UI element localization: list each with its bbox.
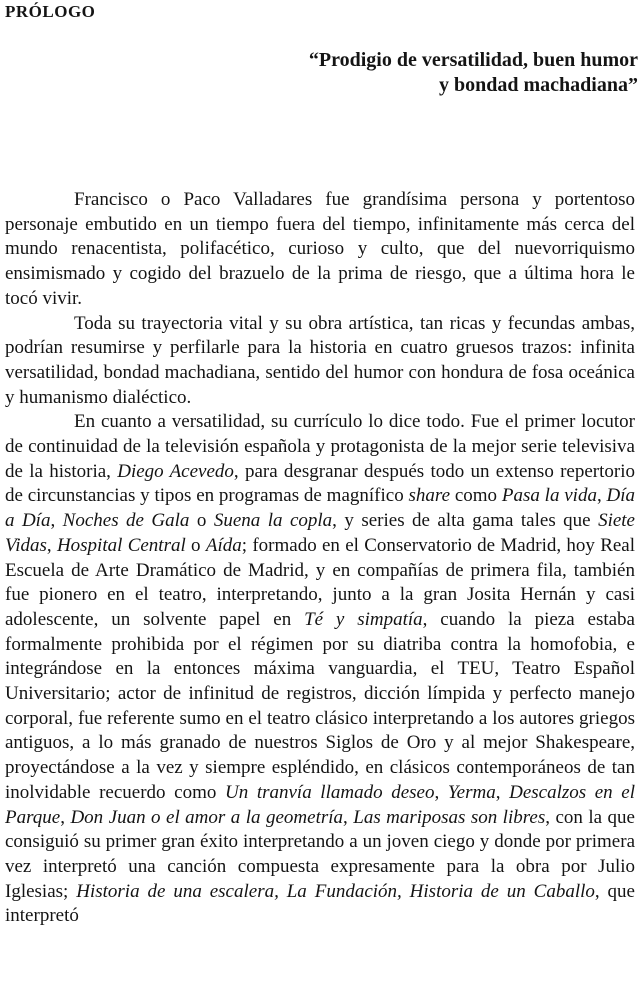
epigraph-line: y bondad machadiana” — [439, 73, 638, 96]
text-run: o — [185, 534, 206, 556]
text-run: , — [46, 534, 57, 556]
body-text — [5, 188, 635, 929]
chapter-heading: PRÓLOGO — [5, 2, 96, 21]
paragraph — [5, 312, 635, 411]
title-italic: Pasa la vida — [501, 485, 597, 507]
title-italic: Noches de Gala — [62, 510, 190, 532]
text-run: ; formado en el Conservatorio de Madrid, hoy Real Escuela de Arte Dramático de Madrid, y en compañías de primera fila, también fue pionero en el teatro, interpretando, junto a la gran Josita Hernán y casi adolescente, un solvente papel en — [5, 534, 636, 630]
title-italic: Yerma — [447, 781, 496, 803]
title-italic: Descalzos en el Parque — [5, 781, 636, 828]
title-italic: Hospital Central — [56, 534, 186, 556]
text-run: , — [495, 781, 510, 803]
title-italic: Diego Acevedo — [117, 460, 234, 482]
title-italic: Día a Día — [5, 485, 636, 532]
text-run: , — [434, 781, 448, 803]
title-italic: Las mariposas son libres — [353, 806, 546, 828]
title-italic: Don Juan o el amor a la geometría — [70, 806, 344, 828]
title-italic: Un tranvía llamado deseo — [224, 781, 435, 803]
text-run: Toda su trayectoria vital y su obra artística, tan ricas y fecundas ambas, podrían resumirse y perfilarle para la historia en cuatro gruesos trazos: infinita versatilidad, bondad machadiana, sentido del humor con hondura de fosa oceánica y humanismo dialéctico. — [5, 312, 635, 408]
text-run: , — [50, 510, 63, 532]
epigraph-line: “Prodigio de versatilidad, buen humor — [308, 49, 638, 71]
text-run: , — [596, 485, 607, 507]
text-run: Francisco o Paco Valladares fue grandísima persona y portentoso personaje embutido en un tiempo fuera del tiempo, infinitamente más cerca del mundo renacentista, polifacético, curioso y culto, que del nuevorriquismo ensimismado y cogido del brazuelo de la prima de riesgo, que a última hora le tocó vivir. — [5, 189, 635, 309]
text-run: como — [450, 485, 502, 507]
text-run: , que interpretó — [5, 880, 635, 927]
text-run: , — [60, 806, 71, 828]
text-run: o — [189, 510, 214, 532]
paragraph — [5, 188, 635, 312]
paragraph — [5, 410, 635, 929]
text-run: , — [343, 806, 354, 828]
text-run: , para desgranar después todo un extenso repertorio de circunstancias y tipos en programas de magnífico — [5, 460, 635, 507]
title-italic: Historia de una escalera, La Fundación, Historia de un Caballo — [76, 880, 595, 902]
text-run: En cuanto a versatilidad, su currículo lo dice todo. Fue el primer locutor de continuidad de la televisión española y protagonista de la mejor serie televisiva de la historia, — [5, 411, 635, 482]
epigraph — [309, 48, 638, 97]
text-run: , y series de alta gama tales que — [332, 510, 599, 532]
title-italic: Siete Vidas — [5, 510, 635, 556]
text-run: , cuando la pieza estaba formalmente prohibida por el régimen por su diatriba contra la homofobia, e integrándose en la entonces máxima vanguardia, el TEU, Teatro Español Universitario; actor de infinitud de registros, dicción límpida y perfecto manejo corporal, fue referente sumo en el teatro clásico interpretando a los autores griegos antiguos, a lo más granado de nuestros Siglos de Oro y al mejor Shakespeare, proyectándose a la vez y siempre espléndido, en clásicos contemporáneos de tan inolvidable recuerdo como — [5, 608, 635, 803]
title-italic: Té y simpatía — [304, 608, 423, 630]
title-italic: Aída — [205, 534, 242, 556]
text-run: , con la que consiguió su primer gran éxito interpretando a un joven ciego y donde por primera vez interpretó una canción compuesta expresamente para la obra por Julio Iglesias; — [5, 806, 635, 902]
title-italic: Suena la copla — [213, 510, 333, 532]
title-italic: share — [408, 485, 451, 507]
